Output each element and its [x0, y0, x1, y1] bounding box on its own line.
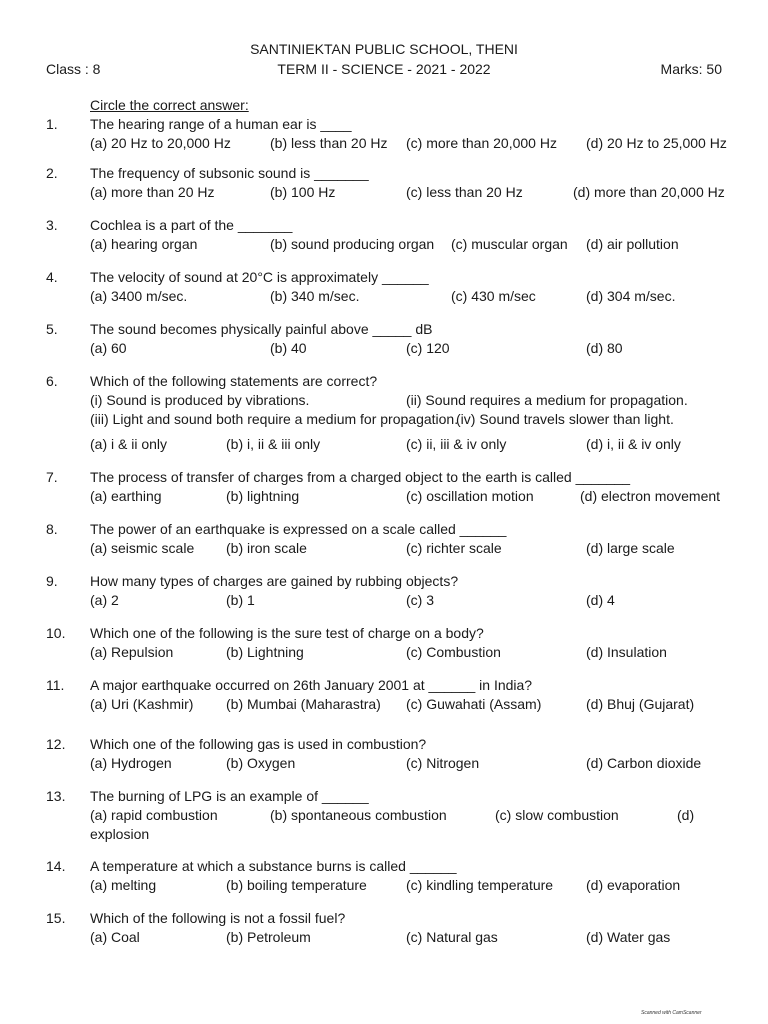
question-text: The process of transfer of charges from a charged object to the earth is called _______ [90, 469, 631, 485]
answer-option[interactable]: (b) 100 Hz [270, 184, 336, 200]
answer-option[interactable]: (c) oscillation motion [406, 488, 534, 504]
question-number: 6. [46, 373, 58, 389]
scanner-watermark: Scanned with CamScanner [641, 1010, 702, 1016]
answer-option[interactable]: (b) i, ii & iii only [226, 436, 321, 452]
answer-option[interactable]: (b) Oxygen [226, 755, 296, 771]
question-text: Cochlea is a part of the _______ [90, 217, 293, 233]
answer-options [0, 487, 768, 505]
question-number: 4. [46, 269, 58, 285]
answer-option[interactable]: (a) 20 Hz to 20,000 Hz [90, 135, 231, 151]
answer-option[interactable]: (d) Water gas [586, 929, 671, 945]
question-text: Which of the following is not a fossil fuel? [90, 910, 346, 926]
answer-option[interactable]: (a) 60 [90, 340, 127, 356]
answer-option[interactable]: (c) ii, iii & iv only [406, 436, 507, 452]
answer-option[interactable]: (c) 430 m/sec [451, 288, 536, 304]
answer-option-continuation: explosion [90, 826, 150, 842]
answer-options [0, 928, 768, 946]
answer-option[interactable]: (c) kindling temperature [406, 877, 554, 893]
answer-option[interactable]: (a) Repulsion [90, 644, 174, 660]
question-text: The sound becomes physically painful above _____ dB [90, 321, 433, 337]
answer-option[interactable]: (b) Mumbai (Maharastra) [226, 696, 381, 712]
question-number: 3. [46, 217, 58, 233]
question-number: 13. [46, 788, 66, 804]
answer-option[interactable]: (b) 340 m/sec. [270, 288, 360, 304]
answer-option[interactable]: (c) muscular organ [451, 236, 568, 252]
question-text: The burning of LPG is an example of ______ [90, 788, 369, 804]
question-number: 11. [46, 677, 65, 693]
question-text: The velocity of sound at 20°C is approximately ______ [90, 269, 429, 285]
answer-options [0, 695, 768, 713]
answer-option[interactable]: (d) 4 [586, 592, 615, 608]
answer-option[interactable]: (d) 20 Hz to 25,000 Hz [586, 135, 727, 151]
answer-option[interactable]: (b) Lightning [226, 644, 304, 660]
answer-option[interactable]: (b) less than 20 Hz [270, 135, 388, 151]
question-text: A temperature at which a substance burns is called ______ [90, 858, 457, 874]
answer-option[interactable]: (a) more than 20 Hz [90, 184, 215, 200]
answer-option[interactable]: (b) spontaneous combustion [270, 807, 447, 823]
answer-option[interactable]: (c) 120 [406, 340, 450, 356]
answer-option[interactable]: (d) Insulation [586, 644, 667, 660]
question-number: 1. [46, 116, 58, 132]
answer-option[interactable]: (b) 1 [226, 592, 255, 608]
answer-option[interactable]: (d) 80 [586, 340, 623, 356]
school-name: SANTINIEKTAN PUBLIC SCHOOL, THENI [250, 41, 518, 57]
marks-label: Marks: 50 [660, 61, 722, 77]
answer-option[interactable]: (d) more than 20,000 Hz [573, 184, 725, 200]
answer-option[interactable]: (a) hearing organ [90, 236, 198, 252]
answer-options [0, 876, 768, 894]
answer-option[interactable]: (d) [677, 807, 695, 823]
class-label: Class : 8 [46, 61, 101, 77]
question-text: The power of an earthquake is expressed on a scale called ______ [90, 521, 507, 537]
question-number: 10. [46, 625, 66, 641]
question-text: Which one of the following gas is used in combustion? [90, 736, 427, 752]
term-title: TERM II - SCIENCE - 2021 - 2022 [277, 61, 491, 77]
answer-option[interactable]: (d) i, ii & iv only [586, 436, 681, 452]
answer-options [0, 339, 768, 357]
answer-option[interactable]: (a) Uri (Kashmir) [90, 696, 194, 712]
answer-option[interactable]: (b) lightning [226, 488, 300, 504]
question-number: 12. [46, 736, 66, 752]
question-number: 9. [46, 573, 58, 589]
question-text: The hearing range of a human ear is ____ [90, 116, 352, 132]
answer-option[interactable]: (c) more than 20,000 Hz [406, 135, 557, 151]
answer-option[interactable]: (a) Coal [90, 929, 140, 945]
answer-option[interactable]: (a) 3400 m/sec. [90, 288, 188, 304]
answer-option[interactable]: (d) 304 m/sec. [586, 288, 676, 304]
answer-options [0, 134, 768, 152]
question-number: 14. [46, 858, 66, 874]
answer-option[interactable]: (b) iron scale [226, 540, 307, 556]
question-text: How many types of charges are gained by rubbing objects? [90, 573, 459, 589]
question-text: A major earthquake occurred on 26th January 2001 at ______ in India? [90, 677, 533, 693]
answer-options [0, 235, 768, 253]
answer-option[interactable]: (c) less than 20 Hz [406, 184, 523, 200]
question-text: Which one of the following is the sure test of charge on a body? [90, 625, 484, 641]
answer-option[interactable]: (d) evaporation [586, 877, 681, 893]
answer-options [0, 591, 768, 609]
answer-option[interactable]: (c) Combustion [406, 644, 501, 660]
answer-option[interactable]: (a) seismic scale [90, 540, 195, 556]
answer-option[interactable]: (b) boiling temperature [226, 877, 367, 893]
question-text: The frequency of subsonic sound is _______ [90, 165, 369, 181]
exam-header [0, 40, 768, 80]
question-number: 7. [46, 469, 58, 485]
answer-options [0, 806, 768, 824]
answer-option[interactable]: (c) richter scale [406, 540, 502, 556]
answer-option[interactable]: (b) 40 [270, 340, 307, 356]
instruction-text: Circle the correct answer: [90, 97, 249, 113]
answer-option[interactable]: (b) sound producing organ [270, 236, 435, 252]
question-number: 2. [46, 165, 58, 181]
answer-option[interactable]: (c) Guwahati (Assam) [406, 696, 542, 712]
answer-option[interactable]: (c) Nitrogen [406, 755, 480, 771]
answer-options [0, 183, 768, 201]
question-number: 15. [46, 910, 66, 926]
answer-option[interactable]: (b) Petroleum [226, 929, 311, 945]
answer-option[interactable]: (c) Natural gas [406, 929, 498, 945]
answer-options [0, 539, 768, 557]
question-number: 5. [46, 321, 58, 337]
answer-option[interactable]: (d) Bhuj (Gujarat) [586, 696, 695, 712]
question-number: 8. [46, 521, 58, 537]
answer-option[interactable]: (a) earthing [90, 488, 162, 504]
answer-option[interactable]: (a) melting [90, 877, 157, 893]
answer-option[interactable]: (d) Carbon dioxide [586, 755, 702, 771]
answer-option[interactable]: (a) 2 [90, 592, 119, 608]
answer-option[interactable]: (d) electron movement [580, 488, 721, 504]
answer-options [0, 287, 768, 305]
statement: (ii) Sound requires a medium for propagation. [406, 392, 688, 408]
question-text: Which of the following statements are correct? [90, 373, 378, 389]
answer-option[interactable]: (c) 3 [406, 592, 434, 608]
answer-options [0, 435, 768, 453]
answer-option[interactable]: (a) Hydrogen [90, 755, 172, 771]
statement: (iv) Sound travels slower than light. [456, 411, 674, 427]
answer-option[interactable]: (d) large scale [586, 540, 675, 556]
statement: (i) Sound is produced by vibrations. [90, 392, 310, 408]
answer-option[interactable]: (a) i & ii only [90, 436, 168, 452]
answer-option[interactable]: (d) air pollution [586, 236, 679, 252]
answer-options [0, 643, 768, 661]
statement: (iii) Light and sound both require a medium for propagation. [90, 411, 459, 427]
answer-options [0, 754, 768, 772]
answer-option[interactable]: (c) slow combustion [495, 807, 619, 823]
answer-option[interactable]: (a) rapid combustion [90, 807, 218, 823]
